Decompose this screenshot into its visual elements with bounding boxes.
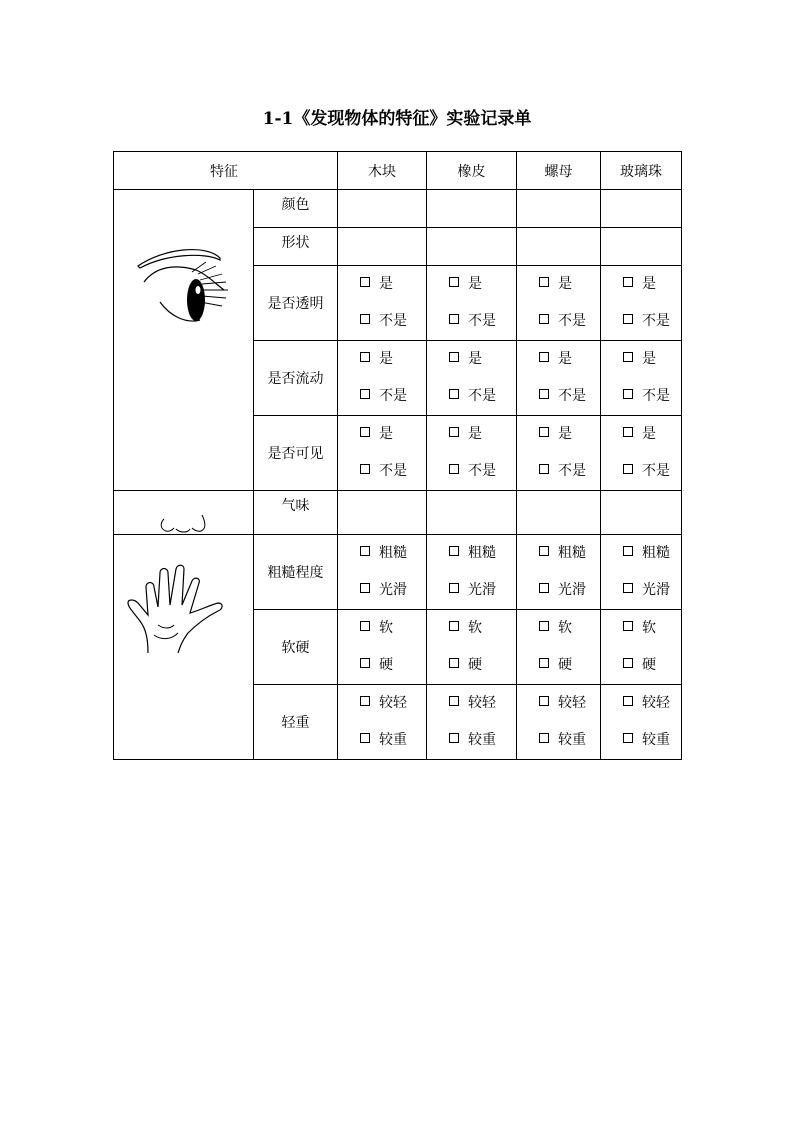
option-heavier[interactable]: 较重: [338, 722, 426, 759]
option-rough[interactable]: 粗糙: [601, 535, 681, 572]
checkbox[interactable]: [623, 314, 633, 324]
option-yes[interactable]: 是: [338, 266, 426, 303]
checkbox[interactable]: [623, 583, 633, 593]
cell-color-wood[interactable]: [338, 190, 427, 228]
checkbox[interactable]: [360, 621, 370, 631]
option-soft[interactable]: 软: [517, 610, 600, 647]
option-heavier[interactable]: 较重: [427, 722, 516, 759]
option-rough[interactable]: 粗糙: [517, 535, 600, 572]
label-weight: 轻重: [254, 685, 338, 760]
option-no[interactable]: 不是: [338, 453, 426, 490]
option-yes[interactable]: 是: [427, 266, 516, 303]
checkbox[interactable]: [623, 696, 633, 706]
object-header-nut: 螺母: [517, 152, 601, 190]
label-smell: 气味: [254, 491, 338, 535]
option-no[interactable]: 不是: [338, 378, 426, 415]
option-hard[interactable]: 硬: [601, 647, 681, 684]
checkbox[interactable]: [449, 583, 459, 593]
option-yes[interactable]: 是: [427, 341, 516, 378]
option-yes[interactable]: 是: [338, 341, 426, 378]
cell-smell-eraser[interactable]: [427, 491, 517, 535]
label-roughness: 粗糙程度: [254, 535, 338, 610]
option-soft[interactable]: 软: [427, 610, 516, 647]
checkbox[interactable]: [449, 658, 459, 668]
checkbox[interactable]: [360, 277, 370, 287]
checkbox[interactable]: [539, 427, 549, 437]
option-no[interactable]: 不是: [601, 378, 681, 415]
checkbox[interactable]: [539, 621, 549, 631]
header-row: [114, 152, 682, 190]
checkbox[interactable]: [623, 464, 633, 474]
option-smooth[interactable]: 光滑: [601, 572, 681, 609]
option-yes[interactable]: 是: [517, 341, 600, 378]
checkbox[interactable]: [449, 696, 459, 706]
checkbox[interactable]: [449, 621, 459, 631]
row-roughness: [114, 535, 682, 610]
label-visible: 是否可见: [254, 416, 338, 491]
smell-cell: [114, 491, 254, 535]
option-no[interactable]: 不是: [517, 453, 600, 490]
checkbox[interactable]: [360, 733, 370, 743]
option-yes[interactable]: 是: [601, 266, 681, 303]
checkbox[interactable]: [360, 314, 370, 324]
checkbox[interactable]: [360, 696, 370, 706]
cell-shape-glass-bead[interactable]: [601, 228, 682, 266]
object-header-eraser: 橡皮: [427, 152, 517, 190]
label-shape: 形状: [254, 228, 338, 266]
option-yes[interactable]: 是: [517, 416, 600, 453]
checkbox[interactable]: [449, 733, 459, 743]
option-no[interactable]: 不是: [427, 378, 516, 415]
cell-color-glass-bead[interactable]: [601, 190, 682, 228]
cell-smell-glass-bead[interactable]: [601, 491, 682, 535]
checkbox[interactable]: [623, 277, 633, 287]
row-color: [114, 190, 682, 228]
option-soft[interactable]: 软: [601, 610, 681, 647]
checkbox[interactable]: [449, 427, 459, 437]
option-no[interactable]: 不是: [517, 303, 600, 340]
checkbox[interactable]: [360, 583, 370, 593]
label-flowing: 是否流动: [254, 341, 338, 416]
checkbox[interactable]: [539, 352, 549, 362]
option-yes[interactable]: 是: [427, 416, 516, 453]
checkbox[interactable]: [360, 658, 370, 668]
checkbox[interactable]: [539, 583, 549, 593]
checkbox[interactable]: [623, 621, 633, 631]
checkbox[interactable]: [360, 546, 370, 556]
sight-cell: [114, 190, 254, 491]
option-yes[interactable]: 是: [601, 341, 681, 378]
touch-cell: [114, 535, 254, 760]
checkbox[interactable]: [539, 546, 549, 556]
record-table: [113, 151, 682, 760]
label-hardness: 软硬: [254, 610, 338, 685]
checkbox[interactable]: [623, 733, 633, 743]
checkbox[interactable]: [360, 352, 370, 362]
cell-color-eraser[interactable]: [427, 190, 517, 228]
checkbox[interactable]: [539, 696, 549, 706]
option-no[interactable]: 不是: [427, 453, 516, 490]
option-rough[interactable]: 粗糙: [427, 535, 516, 572]
checkbox[interactable]: [360, 389, 370, 399]
option-lighter[interactable]: 较轻: [517, 685, 600, 722]
checkbox[interactable]: [449, 314, 459, 324]
checkbox[interactable]: [539, 314, 549, 324]
option-yes[interactable]: 是: [601, 416, 681, 453]
object-header-wood: 木块: [338, 152, 427, 190]
option-lighter[interactable]: 较轻: [601, 685, 681, 722]
cell-smell-nut[interactable]: [517, 491, 601, 535]
checkbox[interactable]: [623, 352, 633, 362]
cell-shape-wood[interactable]: [338, 228, 427, 266]
checkbox[interactable]: [360, 427, 370, 437]
row-smell: [114, 491, 682, 535]
cell-color-nut[interactable]: [517, 190, 601, 228]
option-hard[interactable]: 硬: [338, 647, 426, 684]
nose-icon: [158, 507, 208, 537]
option-no[interactable]: 不是: [517, 378, 600, 415]
cell-shape-eraser[interactable]: [427, 228, 517, 266]
label-transparent: 是否透明: [254, 266, 338, 341]
option-lighter[interactable]: 较轻: [427, 685, 516, 722]
option-heavier[interactable]: 较重: [517, 722, 600, 759]
option-no[interactable]: 不是: [338, 303, 426, 340]
checkbox[interactable]: [449, 464, 459, 474]
option-lighter[interactable]: 较轻: [338, 685, 426, 722]
checkbox[interactable]: [623, 658, 633, 668]
option-smooth[interactable]: 光滑: [427, 572, 516, 609]
checkbox[interactable]: [539, 658, 549, 668]
object-header-glass-bead: 玻璃珠: [601, 152, 682, 190]
cell-smell-wood[interactable]: [338, 491, 427, 535]
option-yes[interactable]: 是: [338, 416, 426, 453]
checkbox[interactable]: [449, 546, 459, 556]
option-soft[interactable]: 软: [338, 610, 426, 647]
option-hard[interactable]: 硬: [517, 647, 600, 684]
option-smooth[interactable]: 光滑: [517, 572, 600, 609]
checkbox[interactable]: [539, 389, 549, 399]
option-yes[interactable]: 是: [517, 266, 600, 303]
option-smooth[interactable]: 光滑: [338, 572, 426, 609]
option-no[interactable]: 不是: [601, 303, 681, 340]
checkbox[interactable]: [360, 464, 370, 474]
feature-header: 特征: [114, 152, 338, 190]
checkbox[interactable]: [539, 464, 549, 474]
hand-icon: [126, 563, 226, 655]
cell-shape-nut[interactable]: [517, 228, 601, 266]
checkbox[interactable]: [449, 389, 459, 399]
checkbox[interactable]: [449, 277, 459, 287]
option-rough[interactable]: 粗糙: [338, 535, 426, 572]
checkbox[interactable]: [623, 546, 633, 556]
checkbox[interactable]: [539, 277, 549, 287]
checkbox[interactable]: [623, 427, 633, 437]
checkbox[interactable]: [623, 389, 633, 399]
option-hard[interactable]: 硬: [427, 647, 516, 684]
checkbox[interactable]: [449, 352, 459, 362]
option-heavier[interactable]: 较重: [601, 722, 681, 759]
eye-icon: [136, 244, 236, 334]
checkbox[interactable]: [539, 733, 549, 743]
label-color: 颜色: [254, 190, 338, 228]
option-no[interactable]: 不是: [427, 303, 516, 340]
page-title: 1-1《发现物体的特征》实验记录单: [262, 109, 532, 129]
option-no[interactable]: 不是: [601, 453, 681, 490]
